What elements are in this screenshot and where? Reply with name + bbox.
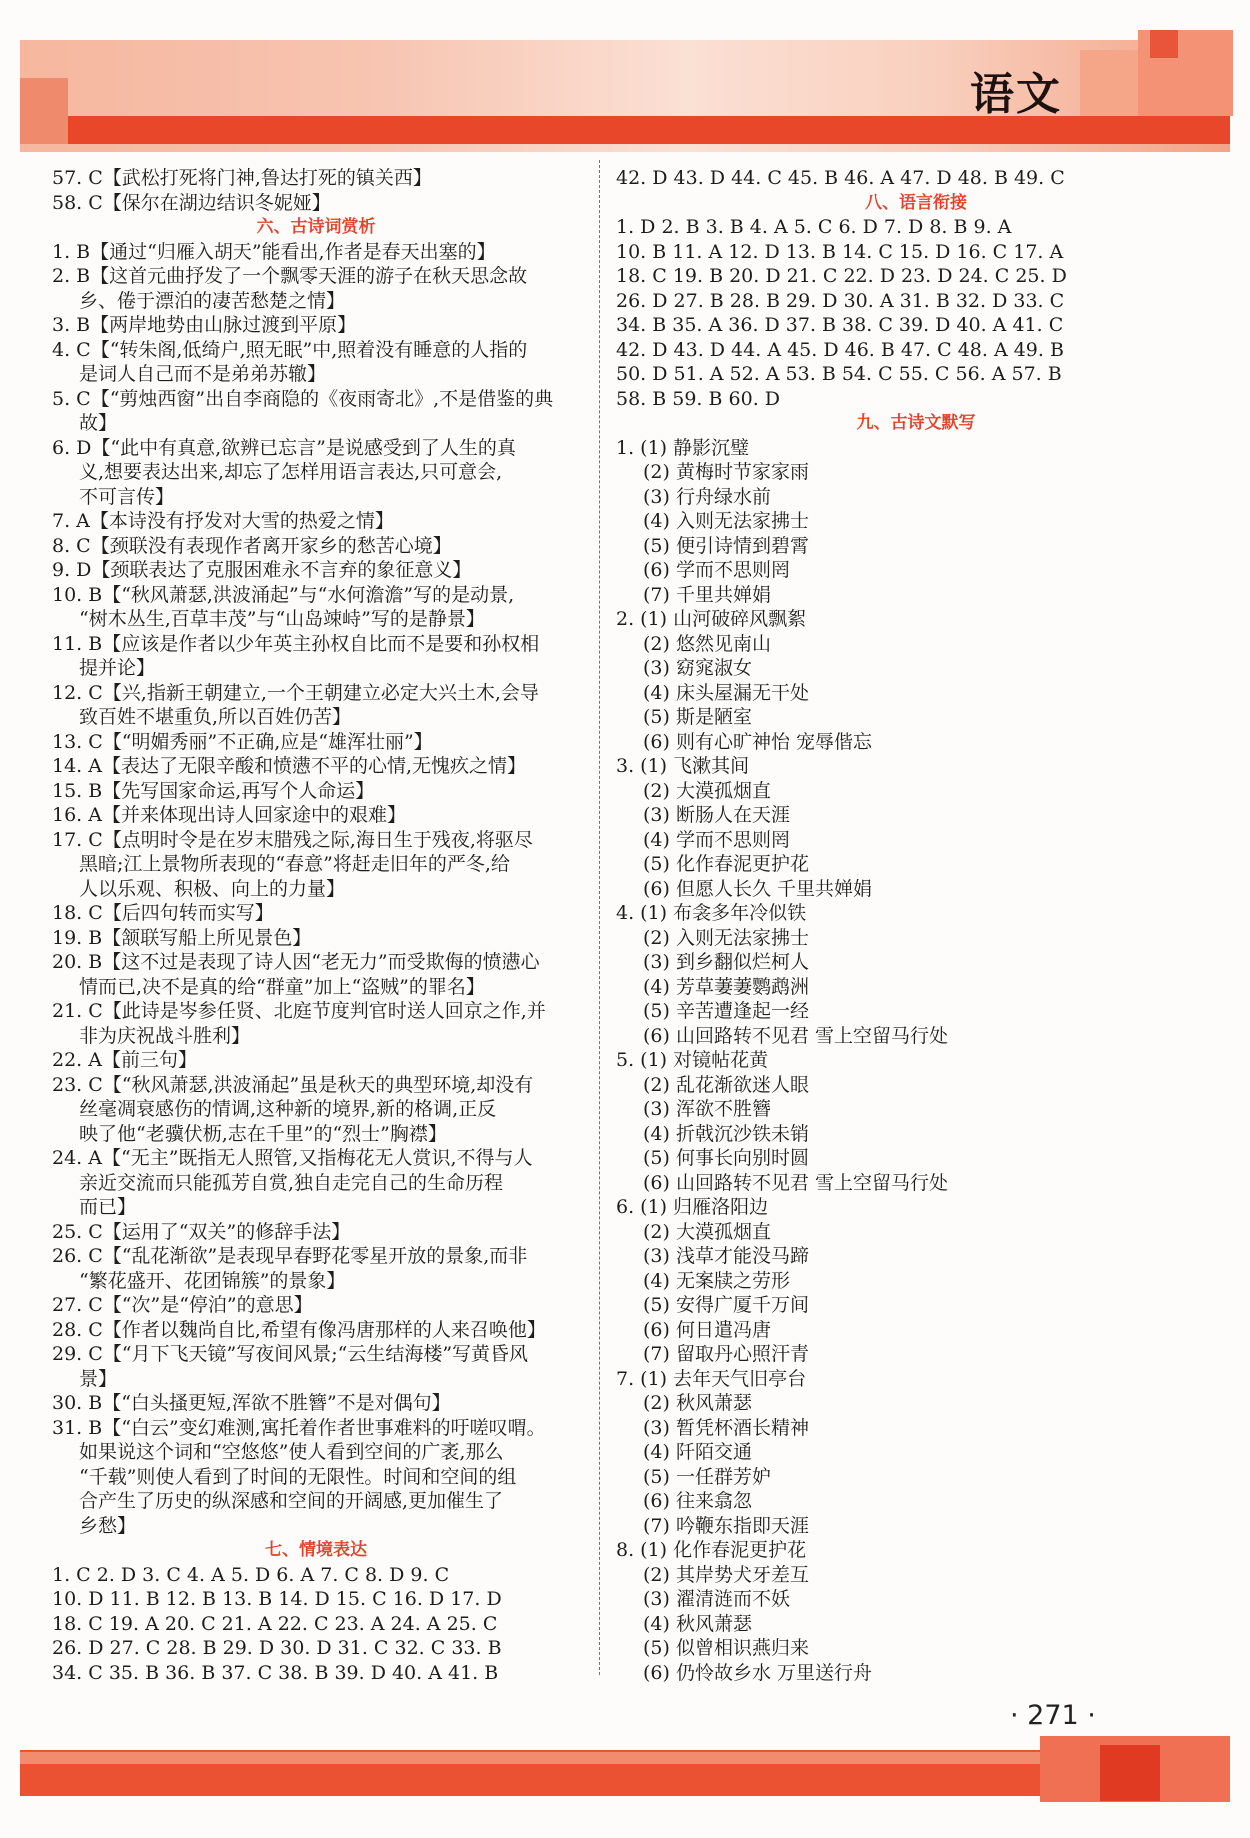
answer-line: 18. C 19. A 20. C 21. A 22. C 23. A 24. A 25. C — [52, 1612, 498, 1635]
section-heading: 七、情境表达 — [265, 1540, 367, 1560]
answer-line: 非为庆祝战斗胜利】 — [79, 1024, 251, 1047]
answer-line: (5) 安得广厦千万间 — [643, 1294, 809, 1316]
answer-line: 5. (1) 对镜帖花黄 — [616, 1049, 769, 1071]
answer-line: (4) 阡陌交通 — [643, 1441, 752, 1463]
answer-line: 1. D 2. B 3. B 4. A 5. C 6. D 7. D 8. B 9. A — [616, 216, 1012, 238]
answer-line: 30. B【“白头搔更短,浑欲不胜簪”不是对偶句】 — [52, 1392, 451, 1414]
answer-line: 合产生了历史的纵深感和空间的开阔感,更加催生了 — [79, 1490, 504, 1512]
answer-line: (5) 便引诗情到碧霄 — [643, 534, 809, 557]
answer-line: (5) 何事长向别时圆 — [643, 1147, 809, 1169]
answer-line: (3) 暂凭杯酒长精神 — [643, 1416, 809, 1439]
section-heading: 八、语言衔接 — [865, 192, 967, 213]
answer-line: 31. B【“白云”变幻难测,寓托着作者世事难料的吁嗟叹喟。 — [52, 1416, 546, 1439]
header-decor-block — [20, 78, 68, 144]
answer-line: (6) 山回路转不见君 雪上空留马行处 — [643, 1024, 948, 1047]
section-heading: 九、古诗文默写 — [856, 413, 976, 433]
answer-line: (4) 折戟沉沙铁未销 — [643, 1122, 809, 1145]
answer-line: 1. C 2. D 3. C 4. A 5. D 6. A 7. C 8. D 9. C — [52, 1563, 450, 1586]
answer-line: (7) 千里共婵娟 — [643, 583, 771, 606]
answer-line: 13. C【“明媚秀丽”不正确,应是“雄浑壮丽”】 — [52, 730, 433, 753]
answer-line: (2) 悠然见南山 — [643, 632, 771, 655]
answer-line: (6) 何日遣冯唐 — [643, 1318, 771, 1341]
answer-line: 乡、倦于漂泊的凄苦愁楚之情】 — [79, 289, 346, 312]
answer-line: 乡愁】 — [79, 1514, 137, 1537]
answer-line: (3) 行舟绿水前 — [643, 485, 771, 508]
answer-line: 21. C【此诗是岑参任贤、北庭节度判官时送人回京之作,并 — [52, 1000, 546, 1022]
answer-line: (3) 浅草才能没马蹄 — [643, 1245, 809, 1267]
answer-line: 42. D 43. D 44. A 45. D 46. B 47. C 48. A 49. B — [616, 338, 1064, 361]
answer-line: 如果说这个词和“空悠悠”使人看到空间的广袤,那么 — [79, 1441, 504, 1463]
answer-line: (2) 大漠孤烟直 — [643, 779, 771, 802]
answer-line: 景】 — [79, 1367, 118, 1390]
answer-line: 34. C 35. B 36. B 37. C 38. B 39. D 40. A 41. B — [52, 1661, 499, 1684]
column-divider — [599, 160, 600, 1675]
answer-line: 提并论】 — [79, 657, 156, 679]
right-column — [616, 166, 1216, 1685]
answer-line: (4) 芳草萋萋鹦鹉洲 — [643, 975, 809, 998]
answer-line: 28. C【作者以魏尚自比,希望有像冯唐那样的人来召唤他】 — [52, 1318, 546, 1341]
answer-line: (6) 仍怜故乡水 万里送行舟 — [643, 1661, 872, 1684]
answer-line: 9. D【颈联表达了克服困难永不言弃的象征意义】 — [52, 559, 472, 581]
answer-line: 16. A【并来体现出诗人回家途中的艰难】 — [52, 804, 406, 826]
answer-line: 15. B【先写国家命运,再写个人命运】 — [52, 779, 375, 802]
answer-line: 亲近交流而只能孤芳自赏,独自走完自己的生命历程 — [79, 1171, 504, 1194]
answer-line: 25. C【运用了“双关”的修辞手法】 — [52, 1220, 351, 1243]
answer-line: 3. (1) 飞漱其间 — [616, 755, 750, 777]
answer-line: 34. B 35. A 36. D 37. B 38. C 39. D 40. A 41. C — [616, 314, 1064, 336]
answer-line: 8. (1) 化作春泥更护花 — [616, 1539, 807, 1561]
answer-line: (3) 浑欲不胜簪 — [643, 1098, 771, 1120]
answer-line: (3) 窈窕淑女 — [643, 657, 752, 679]
page-number: · 271 · — [1010, 1700, 1096, 1731]
answer-line: 58. C【保尔在湖边结识冬妮娅】 — [52, 191, 331, 214]
answer-line: 6. D【“此中有真意,欲辨已忘言”是说感受到了人生的真 — [52, 436, 516, 459]
left-column — [52, 166, 580, 1685]
answer-line: 故】 — [79, 412, 118, 434]
answer-line: (6) 学而不思则罔 — [643, 559, 790, 581]
answer-line: 4. C【“转朱阁,低绮户,照无眠”中,照着没有睡意的人指的 — [52, 338, 528, 361]
answer-line: (5) 化作春泥更护花 — [643, 853, 809, 875]
answer-line: (5) 一任群芳妒 — [643, 1465, 771, 1488]
answer-line: (7) 留取丹心照汗青 — [643, 1343, 809, 1365]
answer-line: 10. D 11. B 12. B 13. B 14. D 15. C 16. D 17. D — [52, 1588, 502, 1610]
answer-line: 3. B【两岸地势由山脉过渡到平原】 — [52, 314, 357, 336]
answer-line: (7) 吟鞭东指即天涯 — [643, 1514, 809, 1537]
answer-line: 10. B【“秋风萧瑟,洪波涌起”与“水何澹澹”写的是动景, — [52, 583, 515, 606]
answer-line: 4. (1) 布衾多年冷似铁 — [616, 902, 807, 924]
answer-line: 1. (1) 静影沉璧 — [616, 436, 750, 459]
answer-line: (6) 则有心旷神怡 宠辱偕忘 — [643, 730, 872, 753]
answer-line: 2. B【这首元曲抒发了一个飘零天涯的游子在秋天思念故 — [52, 265, 528, 287]
answer-line: 26. C【“乱花渐欲”是表现早春野花零星开放的景象,而非 — [52, 1245, 528, 1267]
answer-line: 12. C【兴,指新王朝建立,一个王朝建立必定大兴土木,会导 — [52, 681, 539, 704]
answer-line: (5) 斯是陋室 — [643, 706, 752, 728]
answer-line: 7. (1) 去年天气旧亭台 — [616, 1367, 807, 1390]
answer-line: 义,想要表达出来,却忘了怎样用语言表达,只可意会, — [79, 461, 503, 483]
answer-line: (4) 入则无法家拂士 — [643, 510, 809, 532]
answer-line: 致百姓不堪重负,所以百姓仍苦】 — [79, 706, 352, 728]
answer-line: (2) 大漠孤烟直 — [643, 1220, 771, 1243]
answer-line: 29. C【“月下飞天镜”写夜间风景;“云生结海楼”写黄昏风 — [52, 1343, 529, 1365]
answer-line: 27. C【“次”是“停泊”的意思】 — [52, 1294, 313, 1316]
answer-line: (4) 床头屋漏无干处 — [643, 681, 809, 704]
answer-line: 22. A【前三句】 — [52, 1049, 197, 1071]
answer-line: 丝毫凋衰感伤的情调,这种新的境界,新的格调,正反 — [79, 1098, 497, 1120]
answer-line: (3) 濯清涟而不妖 — [643, 1588, 790, 1610]
answer-line: 23. C【“秋风萧瑟,洪波涌起”虽是秋天的典型环境,却没有 — [52, 1073, 534, 1096]
answer-line: 不可言传】 — [79, 485, 175, 508]
answer-line: 20. B【这不过是表现了诗人因“老无力”而受欺侮的愤懑心 — [52, 951, 540, 973]
answer-line: (5) 辛苦遭逢起一经 — [643, 1000, 809, 1022]
answer-line: (2) 其岸势犬牙差互 — [643, 1563, 809, 1586]
answer-line: 5. C【“剪烛西窗”出自李商隐的《夜雨寄北》,不是借鉴的典 — [52, 387, 554, 410]
answer-line: 2. (1) 山河破碎风飘絮 — [616, 608, 807, 630]
answer-line: (2) 入则无法家拂士 — [643, 926, 809, 949]
answer-line: 11. B【应该是作者以少年英主孙权自比而不是要和孙权相 — [52, 632, 540, 655]
answer-line: (4) 无案牍之劳形 — [643, 1269, 790, 1292]
answer-line: 26. D 27. C 28. B 29. D 30. D 31. C 32. C 33. B — [52, 1637, 502, 1659]
answer-line: 8. C【颈联没有表现作者离开家乡的愁苦心境】 — [52, 534, 452, 557]
answer-line: (3) 断肠人在天涯 — [643, 804, 790, 826]
answer-line: 7. A【本诗没有抒发对大雪的热爱之情】 — [52, 510, 394, 532]
answer-line: 24. A【“无主”既指无人照管,又指梅花无人赏识,不得与人 — [52, 1147, 533, 1169]
answer-line: (3) 到乡翻似烂柯人 — [643, 951, 809, 973]
answer-line: (2) 乱花渐欲迷人眼 — [643, 1073, 809, 1096]
answer-line: “千载”则使人看到了时间的无限性。时间和空间的组 — [79, 1465, 517, 1488]
answer-line: (6) 但愿人长久 千里共婵娟 — [643, 877, 872, 900]
answer-line: “树木丛生,百草丰茂”与“山岛竦峙”写的是静景】 — [79, 608, 485, 630]
answer-line: (6) 往来翕忽 — [643, 1490, 752, 1512]
answer-line: 58. B 59. B 60. D — [616, 387, 781, 410]
answer-line: 是词人自己而不是弟弟苏辙】 — [79, 363, 327, 385]
answer-line: “繁花盛开、花团锦簇”的景象】 — [79, 1269, 346, 1292]
answer-line: 19. B【颔联写船上所见景色】 — [52, 926, 312, 949]
answer-line: 42. D 43. D 44. C 45. B 46. A 47. D 48. B 49. C — [616, 167, 1065, 189]
answer-line: 14. A【表达了无限辛酸和愤懑不平的心情,无愧疚之情】 — [52, 755, 527, 777]
answer-line: 17. C【点明时令是在岁末腊残之际,海日生于残夜,将驱尽 — [52, 828, 533, 851]
answer-line: 18. C 19. B 20. D 21. C 22. D 23. D 24. C 25. D — [616, 265, 1067, 287]
answer-line: 10. B 11. A 12. D 13. B 14. C 15. D 16. C 17. A — [616, 240, 1064, 263]
answer-line: 情而已,决不是真的给“群童”加上“盗贼”的罪名】 — [79, 975, 485, 998]
answer-line: 人以乐观、积极、向上的力量】 — [79, 877, 346, 900]
answer-line: (2) 秋风萧瑟 — [643, 1392, 752, 1414]
answer-line: 而已】 — [79, 1196, 137, 1218]
answer-line: (4) 学而不思则罔 — [643, 828, 790, 851]
answer-line: (4) 秋风萧瑟 — [643, 1612, 752, 1635]
answer-line: (6) 山回路转不见君 雪上空留马行处 — [643, 1171, 948, 1194]
page-title: 语文 — [970, 69, 1062, 120]
answer-line: (2) 黄梅时节家家雨 — [643, 461, 809, 483]
answer-line: 6. (1) 归雁洛阳边 — [616, 1196, 769, 1218]
header-decor-block — [1150, 30, 1178, 58]
answer-line: 18. C【后四句转而实写】 — [52, 902, 274, 924]
answer-line: (5) 似曾相识燕归来 — [643, 1637, 809, 1659]
footer-decor-block — [1100, 1745, 1160, 1801]
answer-line: 映了他“老骥伏枥,志在千里”的“烈士”胸襟】 — [79, 1122, 447, 1145]
answer-line: 1. B【通过“归雁入胡天”能看出,作者是春天出塞的】 — [52, 240, 496, 263]
section-heading: 六、古诗词赏析 — [256, 217, 376, 237]
answer-line: 57. C【武松打死将门神,鲁达打死的镇关西】 — [52, 167, 432, 189]
answer-line: 50. D 51. A 52. A 53. B 54. C 55. C 56. A 57. B — [616, 363, 1062, 385]
answer-line: 26. D 27. B 28. B 29. D 30. A 31. B 32. D 33. C — [616, 289, 1065, 312]
answer-line: 黑暗;江上景物所表现的“春意”将赶走旧年的严冬,给 — [79, 853, 510, 875]
